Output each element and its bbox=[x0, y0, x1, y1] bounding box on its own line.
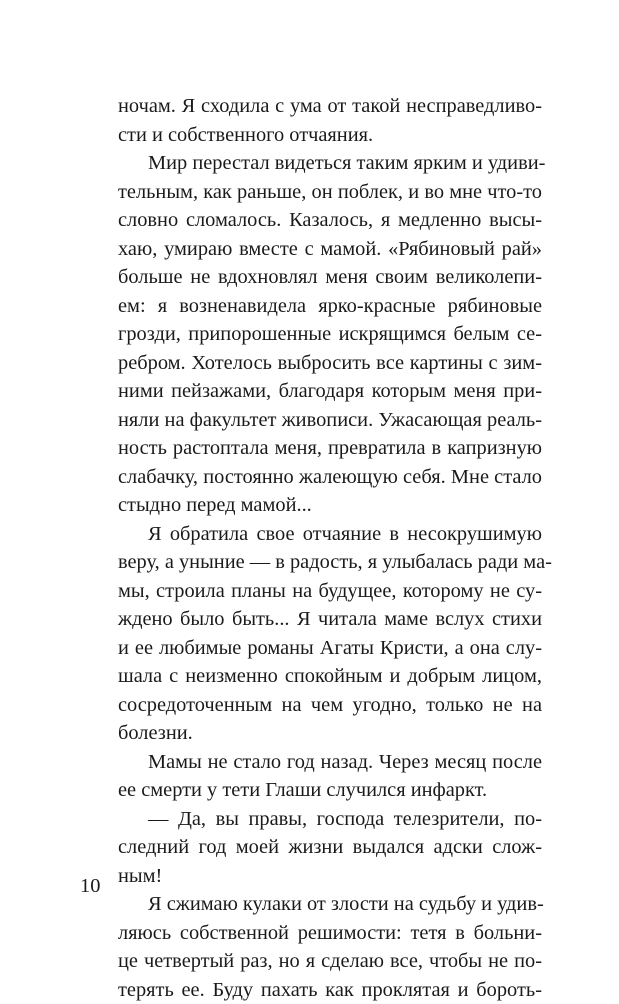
text-line: грозди, припорошенные искрящимся белым се- bbox=[118, 320, 542, 349]
text-line: ее смерти у тети Глаши случился инфаркт. bbox=[118, 776, 542, 805]
text-line: тельным, как раньше, он поблек, и во мне что-то bbox=[118, 178, 542, 207]
text-line: ребром. Хотелось выбросить все картины с зим- bbox=[118, 349, 542, 378]
text-line: Я обратила свое отчаяние в несокрушимую bbox=[118, 520, 542, 549]
text-line: Мир перестал видеться таким ярким и удиви- bbox=[118, 149, 542, 178]
text-line: ними пейзажами, благодаря которым меня при- bbox=[118, 377, 542, 406]
text-line: — Да, вы правы, господа телезрители, по- bbox=[118, 805, 542, 834]
text-line: це четвертый раз, но я сделаю все, чтобы не по- bbox=[118, 947, 542, 976]
text-line: няли на факультет живописи. Ужасающая реаль- bbox=[118, 406, 542, 435]
text-line: ночам. Я сходила с ума от такой несправедливо- bbox=[118, 92, 542, 121]
text-line: веру, а уныние — в радость, я улыбалась ради ма- bbox=[118, 548, 542, 577]
text-line: словно сломалось. Казалось, я медленно высы- bbox=[118, 206, 542, 235]
text-line: шала с неизменно спокойным и добрым лицом, bbox=[118, 662, 542, 691]
text-line: хаю, умираю вместе с мамой. «Рябиновый рай» bbox=[118, 235, 542, 264]
text-line: сти и собственного отчаяния. bbox=[118, 121, 542, 150]
text-line: ность растоптала меня, превратила в капризную bbox=[118, 434, 542, 463]
text-line: ждено было быть... Я читала маме вслух стихи bbox=[118, 605, 542, 634]
text-line: болезни. bbox=[118, 719, 542, 748]
text-line: ным! bbox=[118, 862, 542, 891]
text-line: Я сжимаю кулаки от злости на судьбу и удив- bbox=[118, 890, 542, 919]
text-line: терять ее. Буду пахать как проклятая и бороть- bbox=[118, 976, 542, 1004]
text-line: Мамы не стало год назад. Через месяц после bbox=[118, 748, 542, 777]
text-line: сосредоточенным на чем угодно, только не на bbox=[118, 691, 542, 720]
text-line: слабачку, постоянно жалеющую себя. Мне стало bbox=[118, 463, 542, 492]
text-line: ем: я возненавидела ярко-красные рябиновые bbox=[118, 292, 542, 321]
text-line: мы, строила планы на будущее, которому не су- bbox=[118, 577, 542, 606]
text-line: больше не вдохновлял меня своим великолепи- bbox=[118, 263, 542, 292]
text-line: следний год моей жизни выдался адски слож- bbox=[118, 833, 542, 862]
text-line: стыдно перед мамой... bbox=[118, 491, 542, 520]
text-line: и ее любимые романы Агаты Кристи, а она слу- bbox=[118, 634, 542, 663]
text-line: ляюсь собственной решимости: тетя в больни- bbox=[118, 919, 542, 948]
page-number: 10 bbox=[80, 872, 100, 901]
body-text bbox=[118, 92, 542, 1004]
